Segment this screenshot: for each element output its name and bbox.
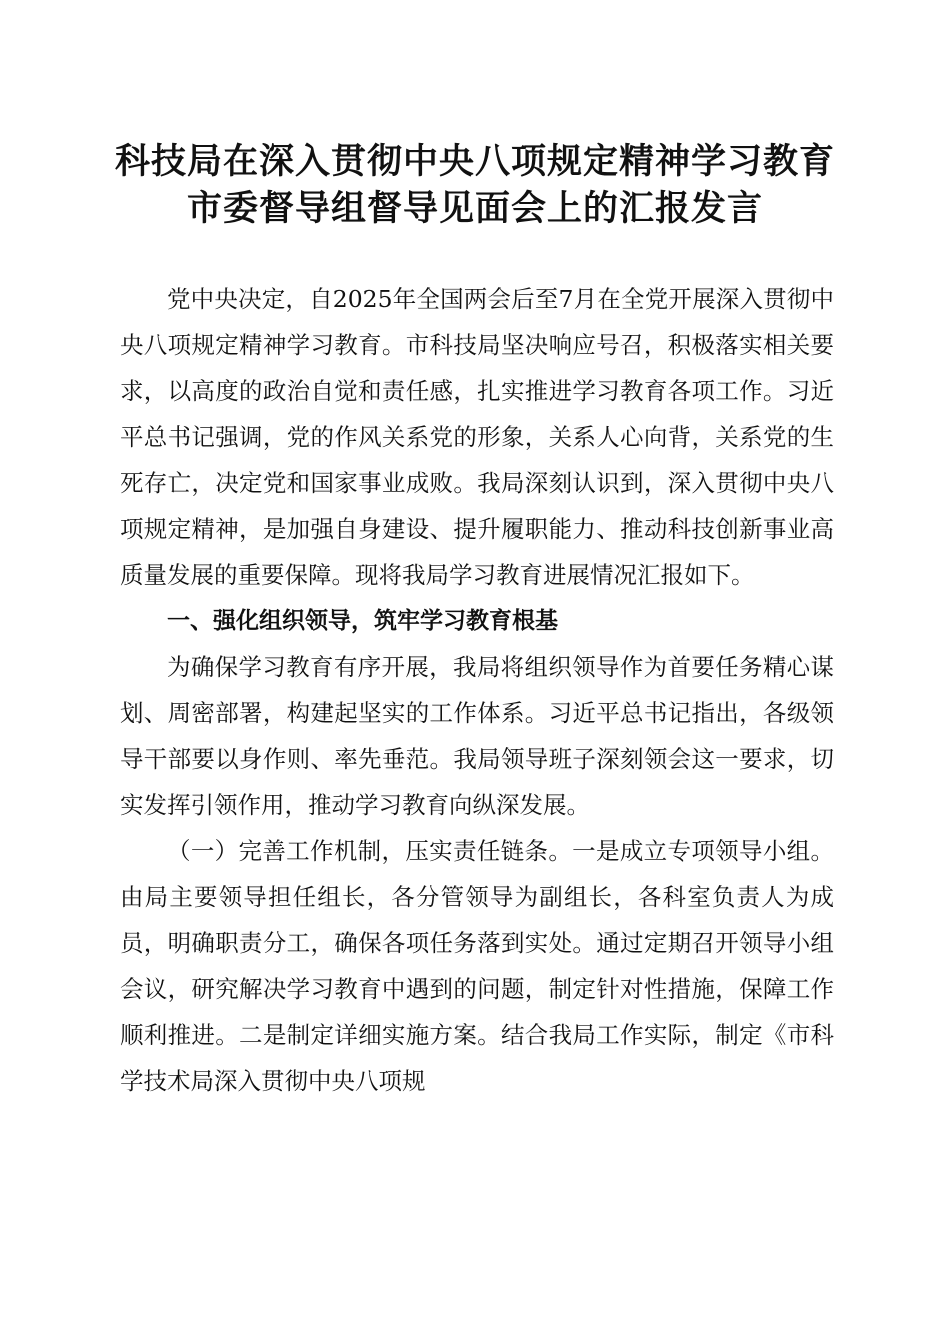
subsection-1-paragraph [120, 828, 834, 1104]
document-title-line-1: 科技局在深入贯彻中央八项规定精神学习教育 [114, 141, 835, 182]
intro-paragraph: 党中央决定，自2025年全国两会后至7月在全党开展深入贯彻中央八项规定精神学习教育。市科技局坚决响应号召，积极落实相关要求，以高度的政治自觉和责任感，扎实推进学习教育各项工作。习近平总书记强调，党的作风关系党的形象，关系人心向背，关系党的生死存亡，决定党和国家事业成败。我局深刻认识到，深入贯彻中央八项规定精神，是加强自身建设、提升履职能力、推动科技创新事业高质量发展的重要保障。现将我局学习教育进展情况汇报如下。 [120, 285, 834, 589]
section-1-paragraph: 为确保学习教育有序开展，我局将组织领导作为首要任务精心谋划、周密部署，构建起坚实的工作体系。习近平总书记指出，各级领导干部要以身作则、率先垂范。我局领导班子深刻领会这一要求，切实发挥引领作用，推动学习教育向纵深发展。 [120, 653, 834, 819]
document-title-line-2: 市委督导组督导见面会上的汇报发言 [186, 188, 763, 229]
section-heading-1: 一、强化组织领导，筑牢学习教育根基 [167, 608, 558, 634]
subsection-1-text: 一是成立专项领导小组。由局主要领导担任组长，各分管领导为副组长，各科室负责人为成员，明确职责分工，确保各项任务落到实处。通过定期召开领导小组会议，研究解决学习教育中遇到的问题，制定针对性措施，保障工作顺利推进。二是制定详细实施方案。结合我局工作实际，制定《市科学技术局深入贯彻中央八项规 [120, 837, 835, 1095]
subsection-1-lead: （一）完善工作机制，压实责任链条。 [167, 837, 573, 865]
document-body [120, 276, 834, 1104]
